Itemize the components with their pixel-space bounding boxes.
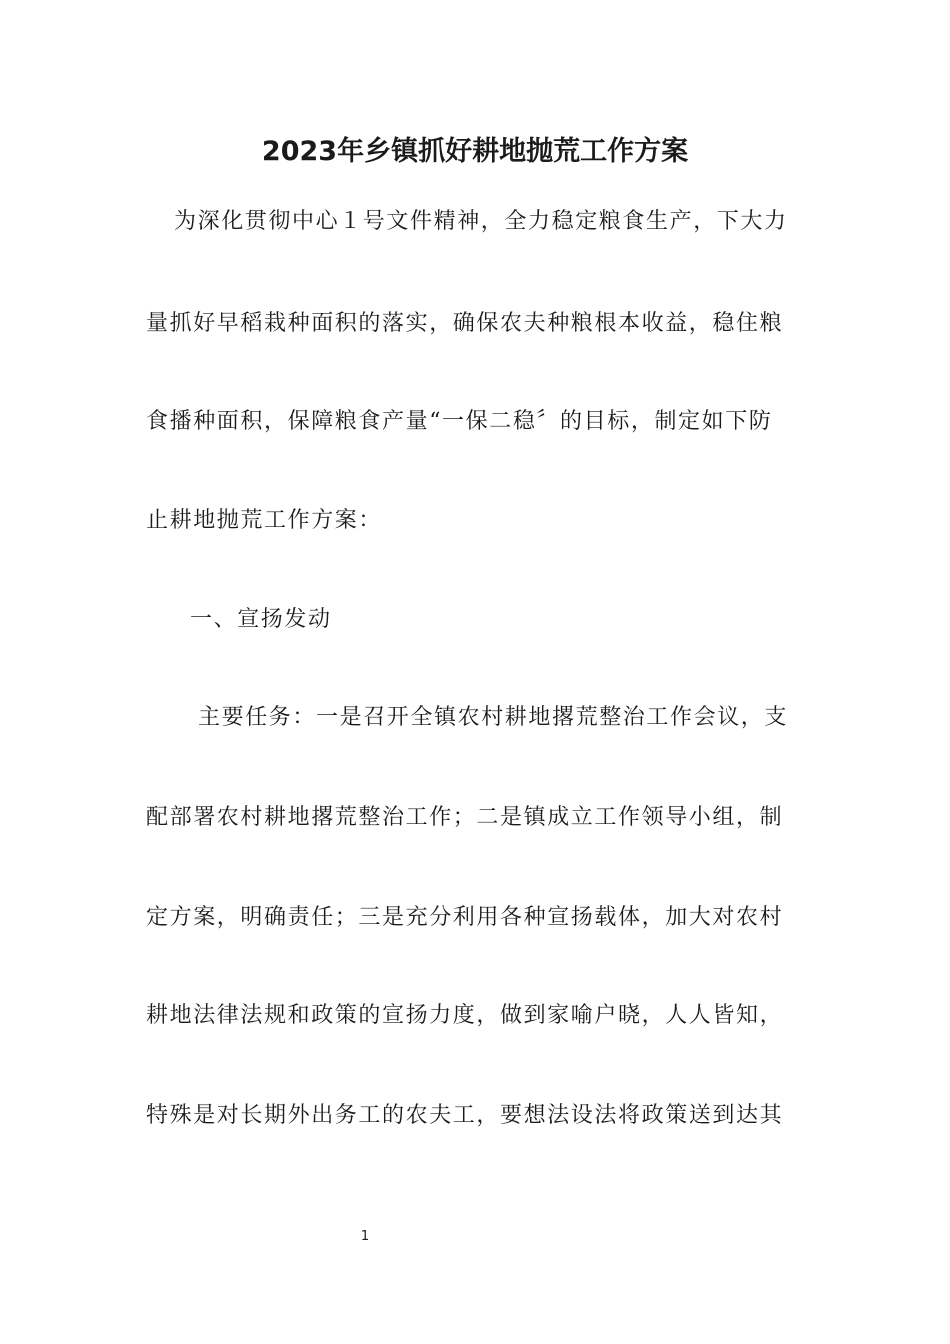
- paragraph-line: 食播种面积，保障粮食产量“一保二稳〞的目标，制定如下防: [146, 409, 773, 434]
- paragraph-line: 特殊是对长期外出务工的农夫工，要想法设法将政策送到达其: [146, 1103, 784, 1128]
- paragraph-line: 耕地法律法规和政策的宣扬力度，做到家喻户晓，人人皆知，: [146, 1003, 784, 1028]
- document-title: 2023年乡镇抓好耕地抛荒工作方案: [261, 136, 689, 167]
- paragraph-line: 量抓好早稻栽种面积的落实，确保农夫种粮根本收益，稳住粮: [146, 311, 784, 336]
- page-number: 1: [360, 1229, 370, 1244]
- section-heading: 一、宣扬发动: [190, 607, 332, 632]
- paragraph-line-text: 主要任务：一是召开全镇农村耕地撂荒整治工作会议，支: [198, 705, 789, 730]
- paragraph-line: [146, 202, 806, 242]
- paragraph-line: [146, 698, 806, 738]
- paragraph-line: 定方案，明确责任；三是充分利用各种宣扬载体，加大对农村: [146, 905, 784, 930]
- paragraph-line-text: 为深化贯彻中心１号文件精神，全力稳定粮食生产，下大力: [174, 209, 788, 234]
- paragraph-line: 止耕地抛荒工作方案：: [146, 508, 383, 533]
- paragraph-line: 配部署农村耕地撂荒整治工作；二是镇成立工作领导小组，制: [146, 805, 784, 830]
